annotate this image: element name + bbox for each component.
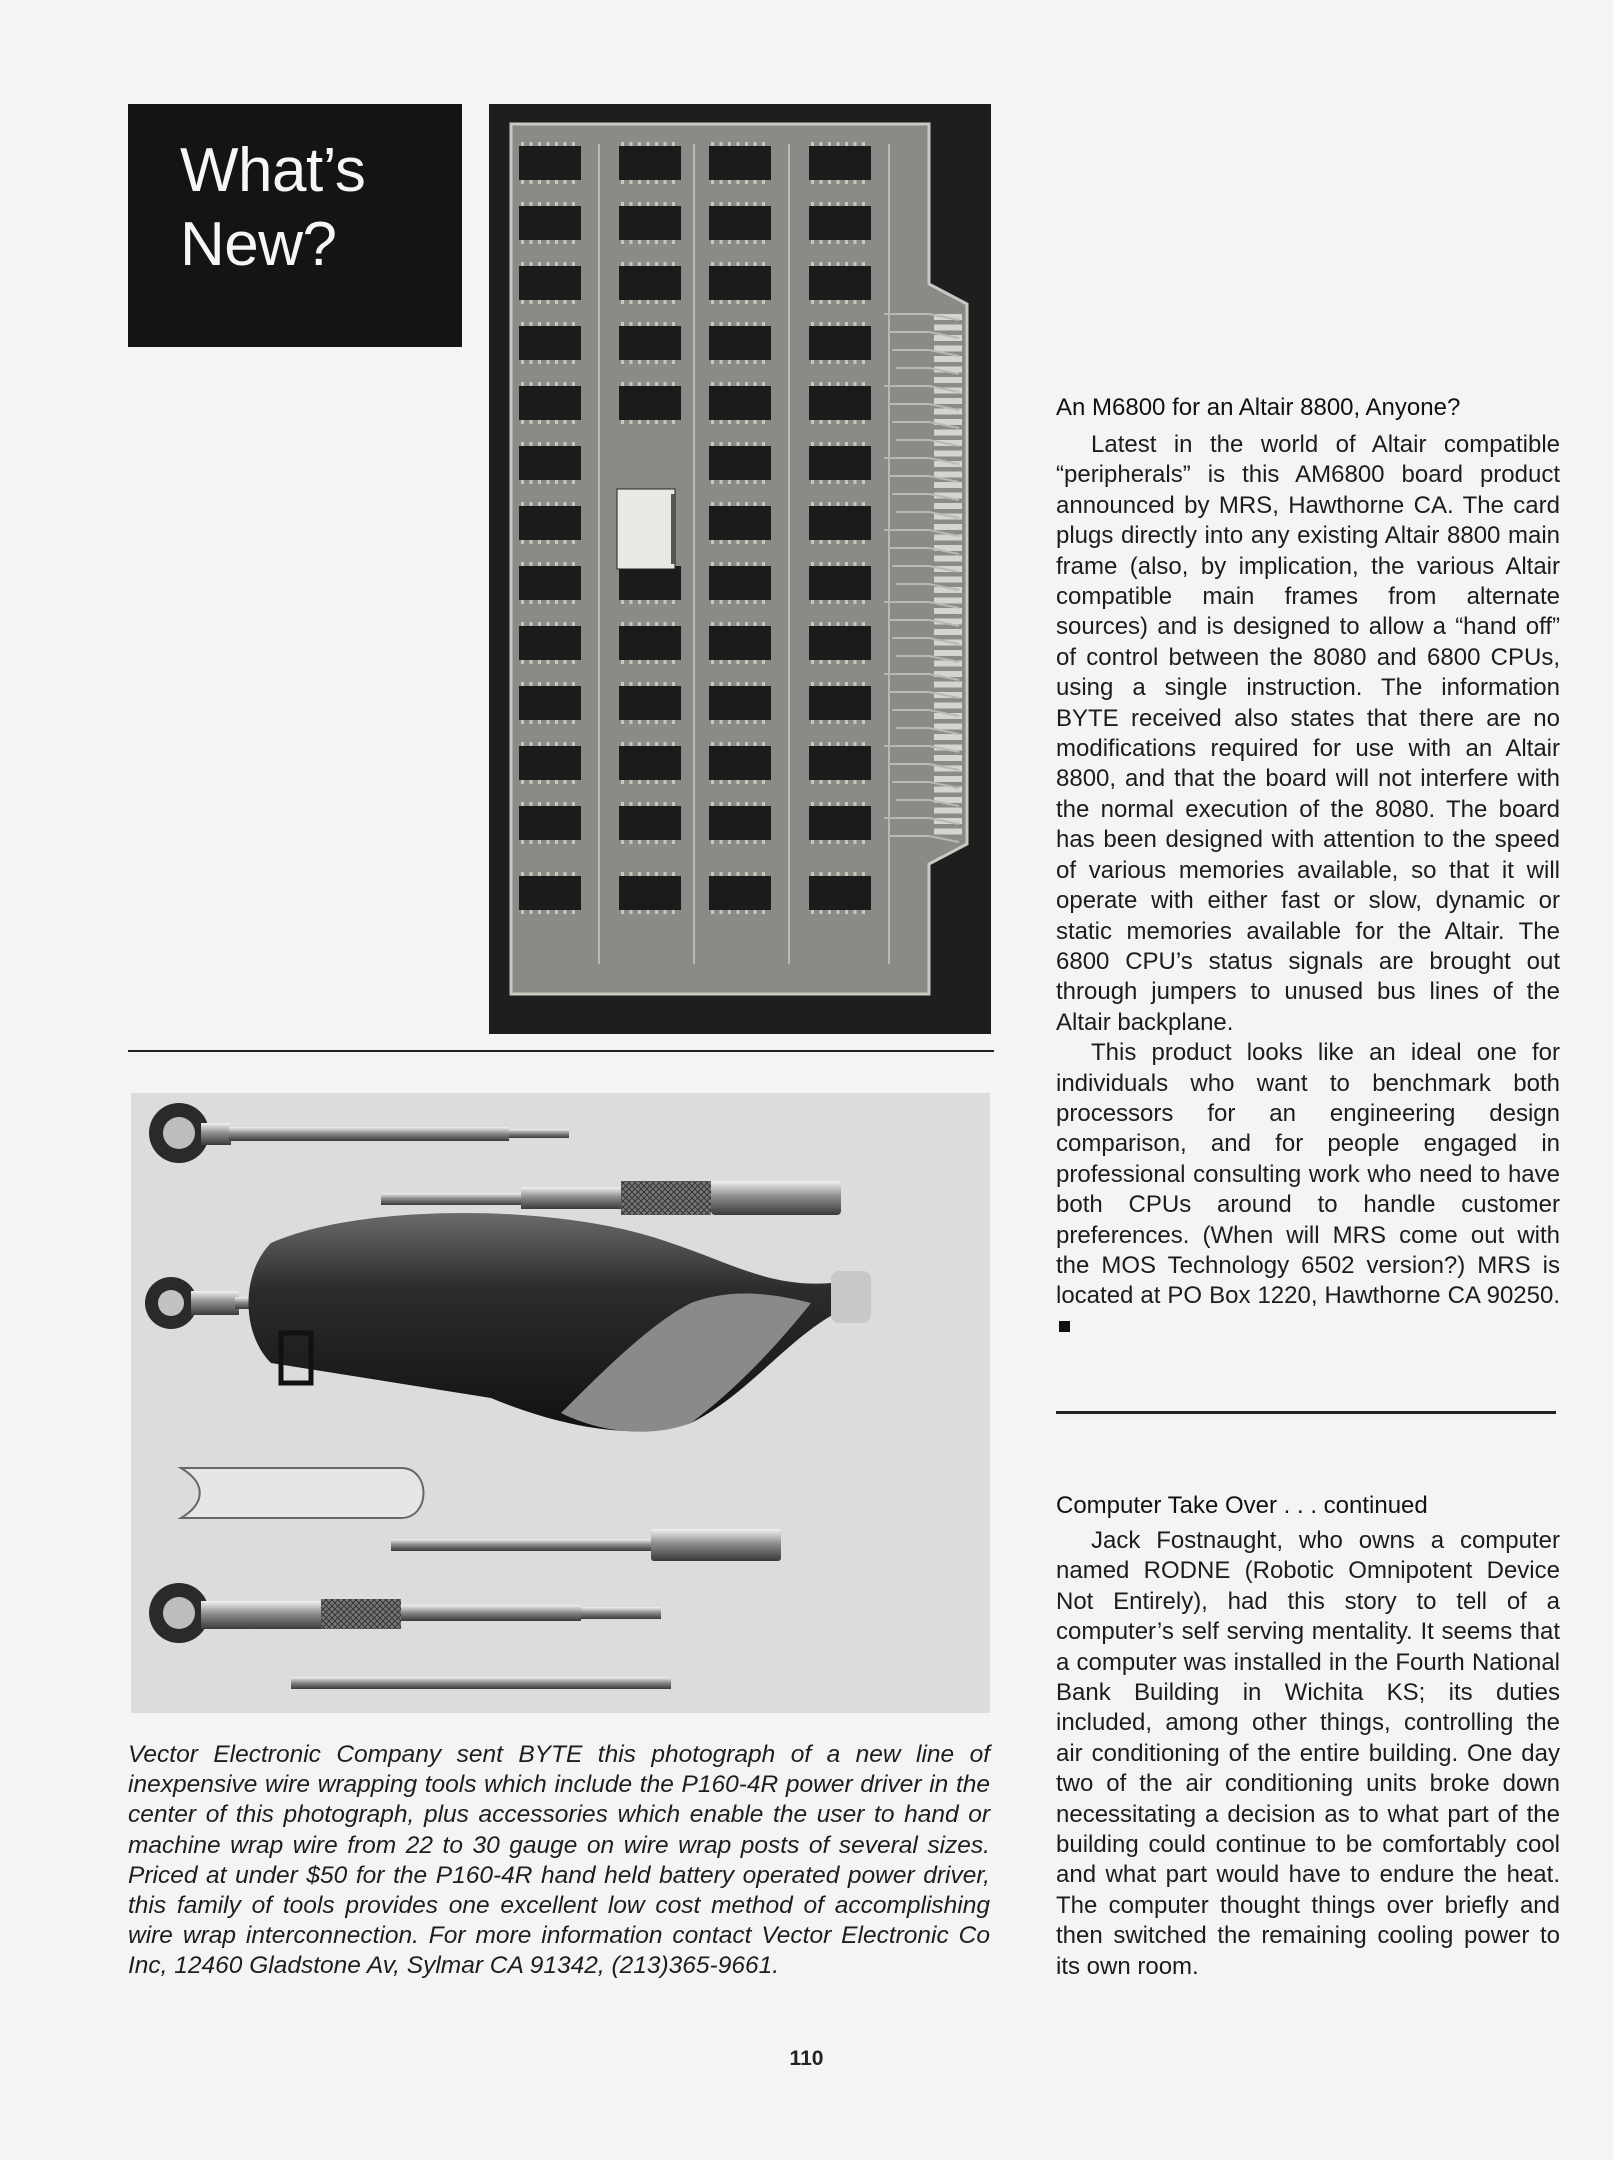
section-title-line1: What’s — [180, 136, 366, 205]
wire-wrap-tools-image — [131, 1093, 990, 1713]
circuit-board-image — [489, 104, 991, 1034]
wire-wrap-tools-photo — [131, 1093, 990, 1713]
photo-caption: Vector Electronic Company sent BYTE this photograph of a new line of inexpensive wire wrapping tools which include the P160-4R power driver in the center of this photograph, plus accessories which enable the user to hand or machine wrap wire from 22 to 30 gauge on wire wrap posts of several sizes. Priced at under $50 for the P160-4R hand held battery operated power driver, this family of tools provides one excellent low cost method of accomplishing wire wrap interconnection. For more information contact Vector Electronic Co Inc, 12460 Gladstone Av, Sylmar CA 91342, (213)365-9661. — [128, 1741, 990, 1980]
right-divider-rule — [1056, 1411, 1556, 1414]
article-m6800 — [1056, 393, 1560, 1342]
circuit-board-photo — [489, 104, 991, 1034]
article-takeover-headline: Computer Take Over . . . continued — [1056, 1492, 1428, 1519]
article-m6800-headline: An M6800 for an Altair 8800, Anyone? — [1056, 394, 1461, 421]
article-takeover-paragraph-1: Jack Fostnaught, who owns a computer named RODNE (Robotic Omnipotent Device Not Entirely), had this story to tell of a computer’s self serving mentality. It seems that a computer was installed in the Fourth National Bank Building in Wichita KS; its duties included, among other things, controlling the air conditioning of the entire building. One day two of the air conditioning units broke down necessitating a decision as to what part of the building could continue to be comfortably cool and what part would have to endure the heat. The computer thought things over briefly and then switched the remaining cooling power to its own room. — [1056, 1527, 1560, 1980]
article-m6800-paragraph-1: Latest in the world of Altair compatible “peripherals” is this AM6800 board product announced by MRS, Hawthorne CA. The card plugs directly into any existing Altair 8800 main frame (also, by implication, the various Altair compatible main frames from alternate sources) and is designed to allow a “hand off” of control between the 8080 and 6800 CPUs, using a single instruction. The information BYTE received also states that there are no modifications required for use with an Altair 8800, and that the board will not interfere with the normal execution of the 8080. The board has been designed with attention to the speed of various memories available, so that it will operate with either fast or slow, dynamic or static memories available for the Altair. The 6800 CPU’s status signals are brought out through jumpers to unused bus lines of the Altair backplane. — [1056, 431, 1560, 1036]
section-title-line2: New? — [180, 210, 337, 279]
article-computer-takeover — [1056, 1491, 1560, 1982]
section-title — [128, 104, 462, 347]
article-m6800-paragraph-2-text: This product looks like an ideal one for individuals who want to benchmark both processors for an engineering design comparison, and for people engaged in professional consulting work who need to have both CPUs around to handle customer preferences. (When will MRS come out with the MOS Technology 6502 version?) MRS is located at PO Box 1220, Hawthorne CA 90250. — [1056, 1039, 1560, 1310]
left-divider-rule — [128, 1050, 994, 1052]
end-of-article-mark — [1059, 1321, 1070, 1332]
page-number: 110 — [789, 2047, 824, 2070]
article-m6800-paragraph-2 — [1056, 1038, 1560, 1342]
